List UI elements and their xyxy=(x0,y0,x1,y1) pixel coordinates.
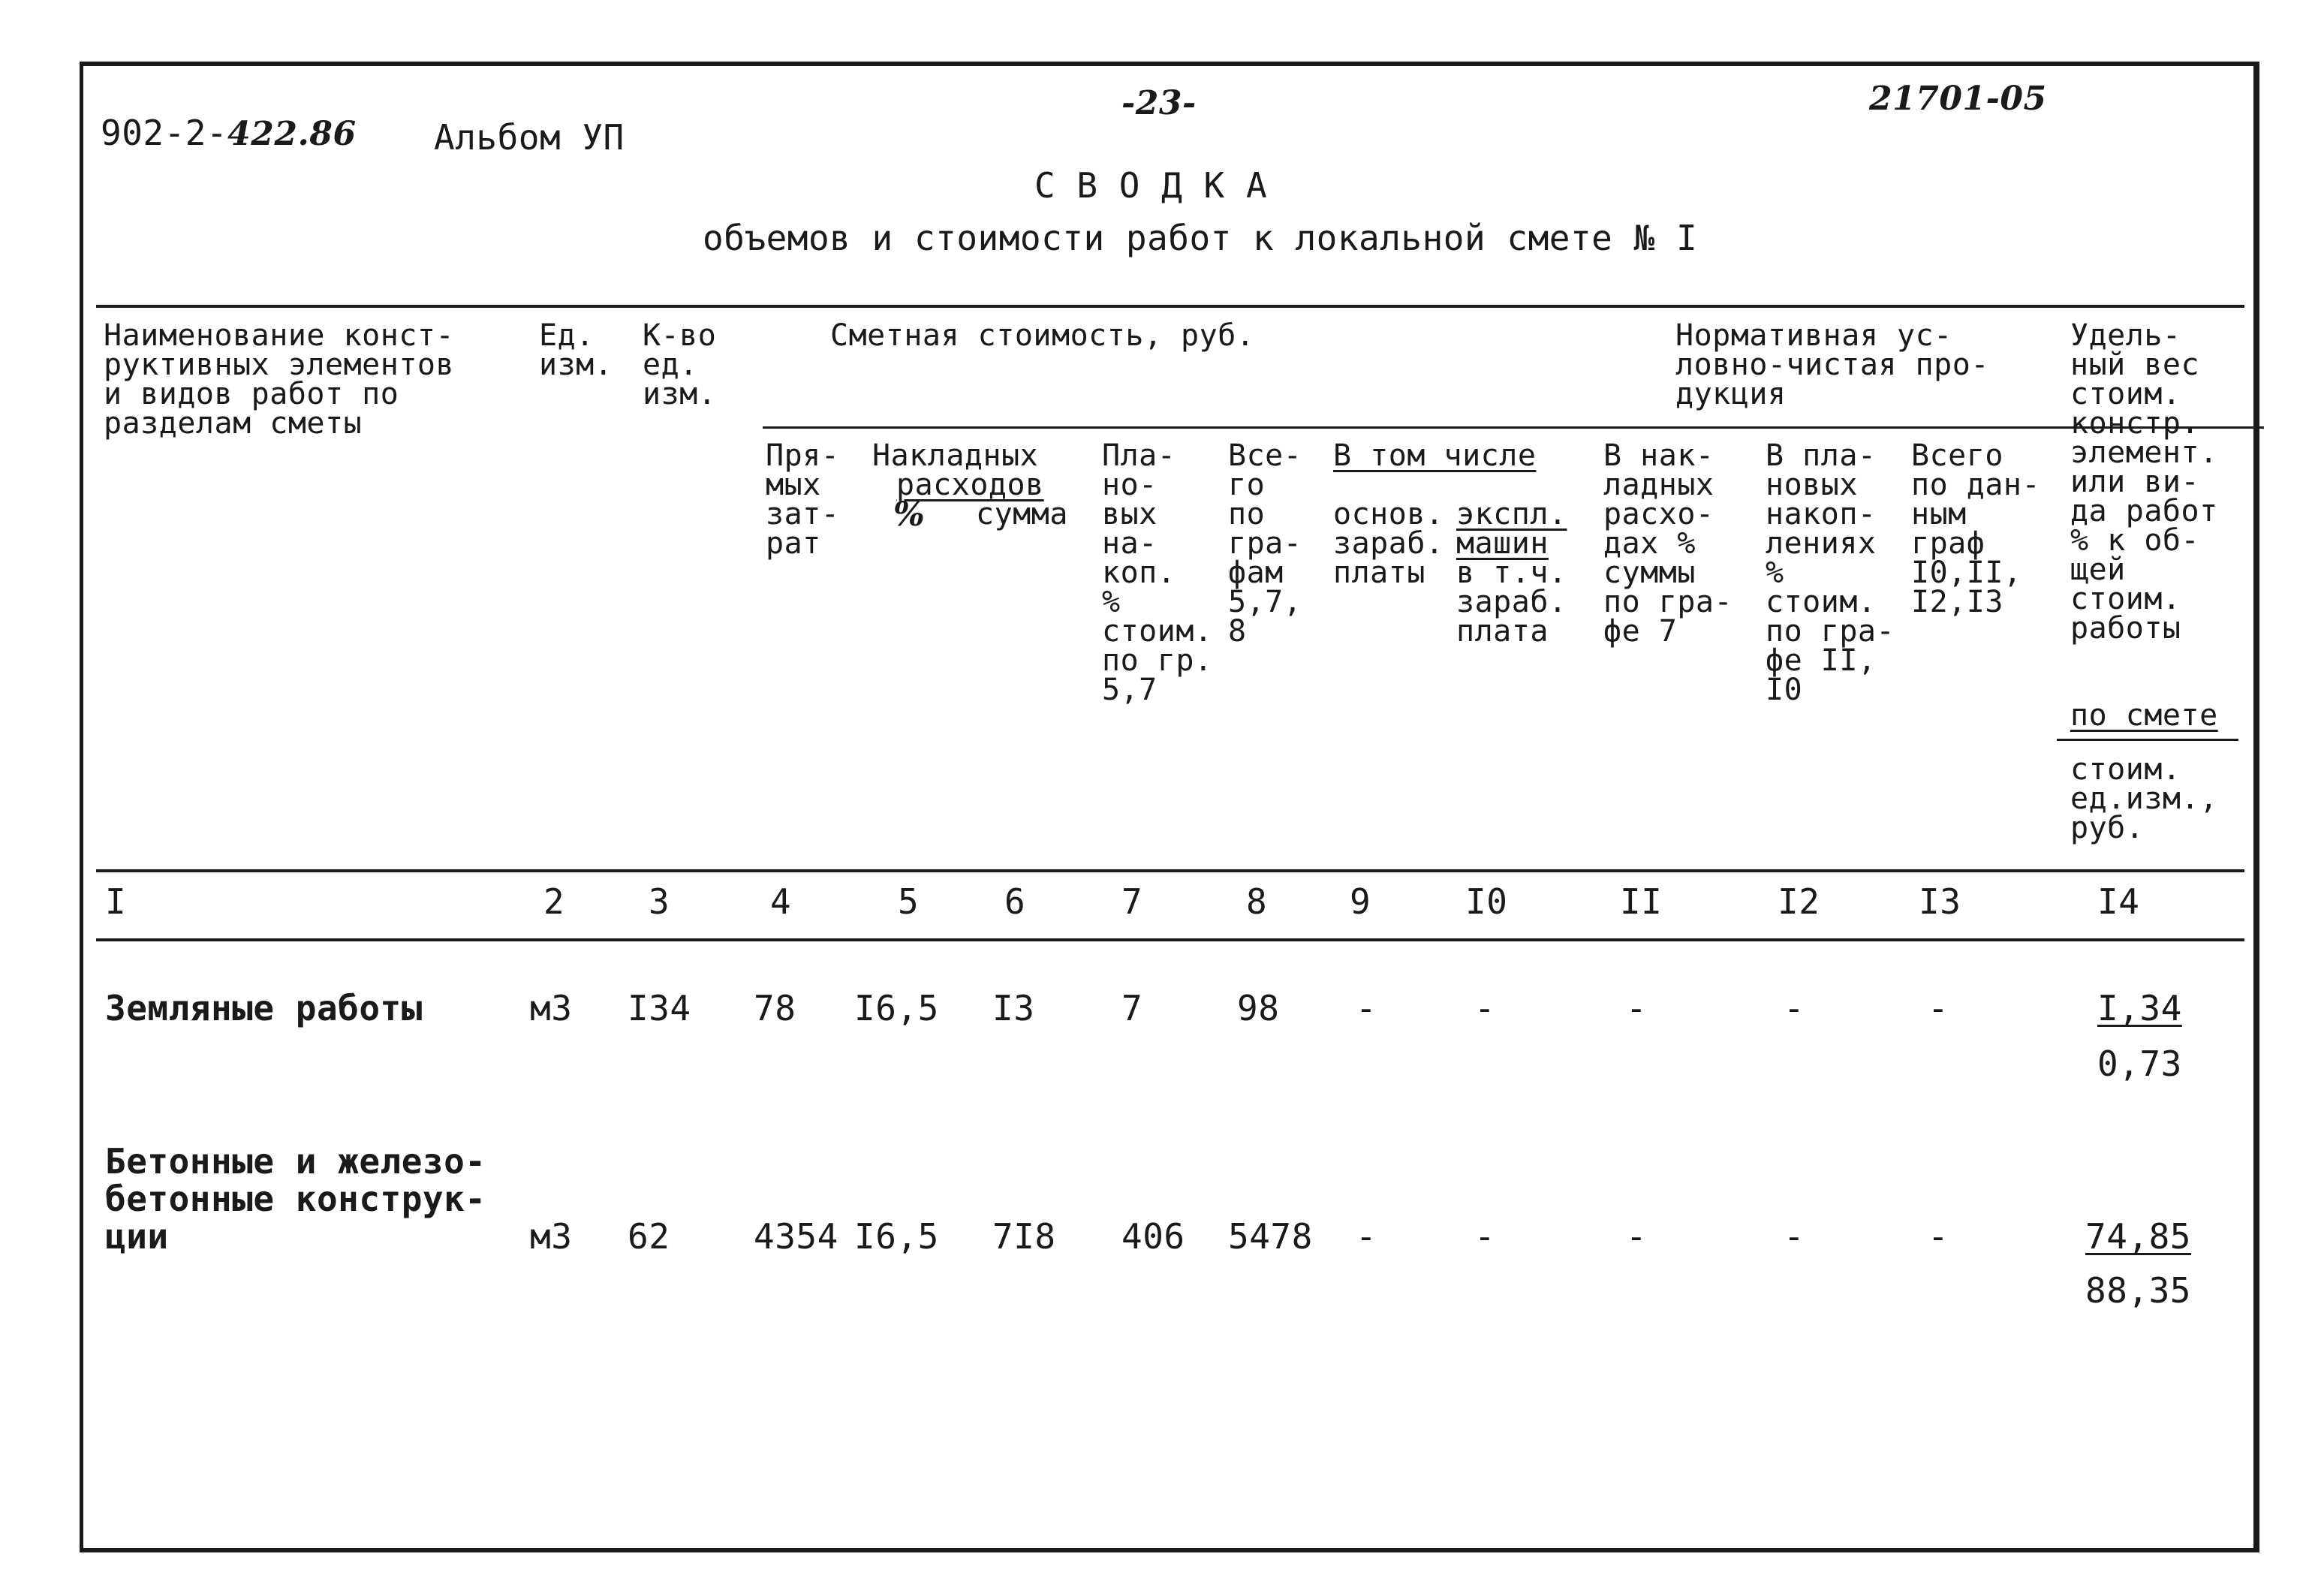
row-overhead-pct: I6,5 xyxy=(854,988,939,1028)
row-overhead-pct: I6,5 xyxy=(854,1216,939,1257)
page-frame xyxy=(80,62,2259,1552)
col-number-14: I4 xyxy=(2097,881,2140,922)
col-header-overhead-sum: сумма xyxy=(976,497,1068,531)
col-header-unit-cost: стоим. ед.изм., руб. xyxy=(2070,752,2218,845)
col-number-6: 6 xyxy=(1004,881,1026,922)
row-direct: 4354 xyxy=(754,1216,838,1257)
row-overhead-sum: I3 xyxy=(992,988,1035,1028)
row-total: 5478 xyxy=(1228,1216,1313,1257)
row-total: 98 xyxy=(1237,988,1280,1028)
col-header-share: Удель- ный вес стоим. констр. элемент. или ви- да работ % к об- щей стоим. работы xyxy=(2070,318,2218,646)
row-col10: - xyxy=(1474,1216,1496,1257)
cost-subheader-rule xyxy=(763,426,2264,429)
row-col13: - xyxy=(1928,988,1949,1028)
col-number-1: I xyxy=(105,881,127,922)
row-name: Бетонные и железо- бетонные конструк- ции xyxy=(105,1141,486,1257)
col-number-4: 4 xyxy=(770,881,792,922)
col-number-5: 5 xyxy=(898,881,920,922)
row-col12: - xyxy=(1784,1216,1805,1257)
document-title: С В О Д К А xyxy=(1034,165,1268,206)
row-unit: м3 xyxy=(530,988,573,1028)
col-header-planned: Пла- но- вых на- коп. % стоим. по гр. 5,7 xyxy=(1102,438,1213,707)
doc-code xyxy=(101,114,357,153)
row-col11: - xyxy=(1626,988,1648,1028)
col-header-overhead: Накладных xyxy=(872,438,1039,473)
col-header-in-planned: В пла- новых накоп- лениях % стоим. по гра- фе II, I0 xyxy=(1766,438,1895,707)
col-header-including: В том числе xyxy=(1333,438,1537,473)
col-number-12: I2 xyxy=(1778,881,1820,922)
col-number-8: 8 xyxy=(1246,881,1268,922)
row-share: 74,85 xyxy=(2085,1216,2191,1257)
row-col9: - xyxy=(1356,1216,1377,1257)
row-qty: I34 xyxy=(628,988,691,1028)
col-header-machine-wage: в т.ч. зараб. плата xyxy=(1456,556,1567,649)
col-number-9: 9 xyxy=(1350,881,1371,922)
row-col11: - xyxy=(1626,1216,1648,1257)
col-number-10: I0 xyxy=(1465,881,1508,922)
row-unit-cost: 0,73 xyxy=(2097,1043,2182,1084)
row-name: Земляные работы xyxy=(105,988,423,1028)
col-header-base-wage: основ. зараб. платы xyxy=(1333,497,1444,590)
row-qty: 62 xyxy=(628,1216,670,1257)
col-header-total: Все- го по гра- фам 5,7, 8 xyxy=(1228,438,1302,649)
registry-number: 21701-05 xyxy=(1869,80,2047,118)
row-overhead-sum: 7I8 xyxy=(992,1216,1056,1257)
col-header-unit: Ед. изм. xyxy=(539,318,613,382)
row-col12: - xyxy=(1784,988,1805,1028)
col-number-3: 3 xyxy=(649,881,670,922)
col-header-estimated-cost: Сметная стоимость, руб. xyxy=(830,318,1255,353)
album-label: Альбом УП xyxy=(434,117,625,158)
row-unit: м3 xyxy=(530,1216,573,1257)
col-number-13: I3 xyxy=(1919,881,1961,922)
col-number-2: 2 xyxy=(543,881,565,922)
col-header-overhead-2: расходов xyxy=(896,468,1044,502)
col-number-7: 7 xyxy=(1121,881,1143,922)
col-header-in-overhead: В нак- ладных расхо- дах % суммы по гра- фе 7 xyxy=(1603,438,1733,649)
doc-code-handwritten: 422.86 xyxy=(227,115,357,153)
row-planned: 406 xyxy=(1121,1216,1185,1257)
row-share: I,34 xyxy=(2097,988,2182,1028)
numbers-bottom-rule xyxy=(96,938,2244,941)
col-header-qty: К-во ед. изм. xyxy=(643,318,717,411)
col-header-machine-op: экспл. машин xyxy=(1456,497,1567,561)
share-divider-rule xyxy=(2057,739,2238,741)
col-header-overhead-pct: % xyxy=(893,495,926,534)
row-direct: 78 xyxy=(754,988,796,1028)
document-subtitle: объемов и стоимости работ к локальной смете № I xyxy=(703,218,1698,258)
col-header-name: Наименование конст- руктивных элементов и видов работ по разделам сметы xyxy=(104,318,455,441)
col-header-total-normative: Всего по дан- ным граф I0,II, I2,I3 xyxy=(1911,438,2041,619)
doc-code-prefix: 902-2- xyxy=(101,113,228,153)
row-col9: - xyxy=(1356,988,1377,1028)
col-header-share-underlined: по смете xyxy=(2070,698,2218,733)
row-col10: - xyxy=(1474,988,1496,1028)
col-header-direct: Пря- мых зат- рат xyxy=(766,438,840,561)
col-number-11: II xyxy=(1620,881,1663,922)
row-unit-cost: 88,35 xyxy=(2085,1270,2191,1311)
col-header-normative: Нормативная ус- ловно-чистая про- дукция xyxy=(1675,318,1989,411)
row-col13: - xyxy=(1928,1216,1949,1257)
table-top-rule xyxy=(96,305,2244,308)
row-planned: 7 xyxy=(1121,988,1143,1028)
page-number: -23- xyxy=(1121,84,1197,122)
header-bottom-rule xyxy=(96,869,2244,872)
